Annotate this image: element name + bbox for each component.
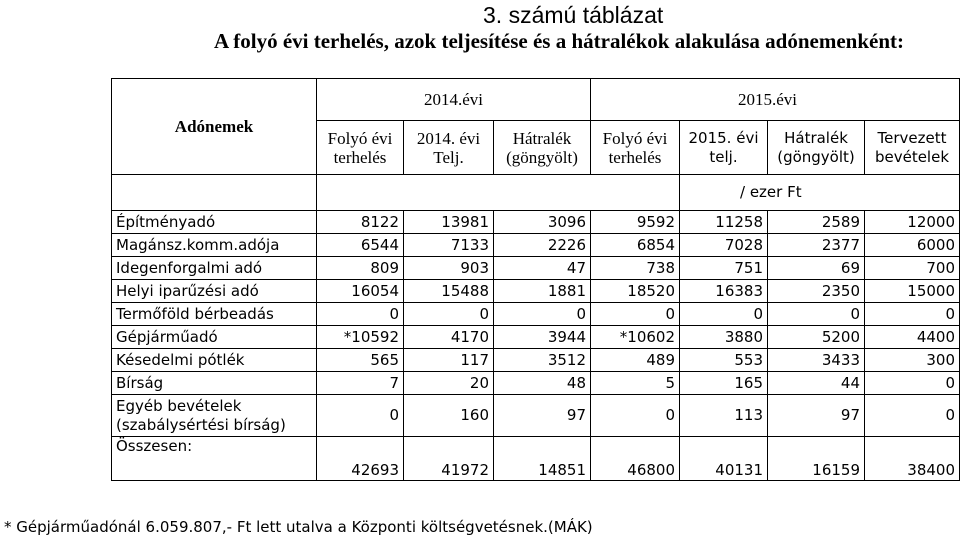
table-cell: 0	[317, 303, 404, 326]
table-cell: 809	[317, 257, 404, 280]
column-header: Folyó évi terhelés	[591, 121, 680, 175]
table-cell: 7	[317, 372, 404, 395]
table-cell: 8122	[317, 211, 404, 234]
table-cell: 2226	[494, 234, 591, 257]
row-header-cell: Adónemek	[112, 79, 317, 175]
column-header: Hátralék (göngyölt)	[768, 121, 865, 175]
table-row	[112, 257, 960, 280]
table-cell: *10592	[317, 326, 404, 349]
table-cell: 47	[494, 257, 591, 280]
table-cell: 16054	[317, 280, 404, 303]
year-header-row	[112, 79, 960, 121]
table-cell: 2589	[768, 211, 865, 234]
table-cell: 0	[591, 303, 680, 326]
table-cell: 6544	[317, 234, 404, 257]
table-cell: 0	[680, 303, 768, 326]
unit-row	[112, 175, 960, 211]
row-label: Idegenforgalmi adó	[112, 257, 317, 280]
table-cell: 5	[591, 372, 680, 395]
row-label: Építményadó	[112, 211, 317, 234]
total-cell: 46800	[591, 437, 680, 481]
table-cell: 160	[404, 395, 494, 437]
table-cell: 69	[768, 257, 865, 280]
total-cell: 41972	[404, 437, 494, 481]
column-header: 2015. évi telj.	[680, 121, 768, 175]
table-cell: 4170	[404, 326, 494, 349]
table-cell: 700	[865, 257, 960, 280]
total-cell: 14851	[494, 437, 591, 481]
table-cell: 3433	[768, 349, 865, 372]
row-label: Késedelmi pótlék	[112, 349, 317, 372]
table-row	[112, 211, 960, 234]
table-row	[112, 395, 960, 437]
table-cell: 0	[865, 303, 960, 326]
table-cell: 165	[680, 372, 768, 395]
table-row	[112, 303, 960, 326]
table-cell: *10602	[591, 326, 680, 349]
column-header: Hátralék (göngyölt)	[494, 121, 591, 175]
table-cell: 0	[494, 303, 591, 326]
total-row	[112, 437, 960, 481]
table-cell: 9592	[591, 211, 680, 234]
table-cell: 20	[404, 372, 494, 395]
footnote: * Gépjárműadónál 6.059.807,- Ft lett utalva a Központi költségvetésnek.(MÁK)	[4, 518, 593, 536]
table-cell: 4400	[865, 326, 960, 349]
table-cell: 3880	[680, 326, 768, 349]
year2-header: 2015.évi	[591, 79, 960, 121]
table-cell: 0	[865, 372, 960, 395]
table-cell: 0	[404, 303, 494, 326]
table-row	[112, 349, 960, 372]
table-cell: 2350	[768, 280, 865, 303]
row-label: Helyi iparűzési adó	[112, 280, 317, 303]
table-cell: 97	[494, 395, 591, 437]
table-cell: 565	[317, 349, 404, 372]
table-cell: 553	[680, 349, 768, 372]
table-cell: 48	[494, 372, 591, 395]
table-cell: 300	[865, 349, 960, 372]
table-cell: 15488	[404, 280, 494, 303]
total-cell: 38400	[865, 437, 960, 481]
table-cell: 0	[768, 303, 865, 326]
table-cell: 3096	[494, 211, 591, 234]
table-cell: 113	[680, 395, 768, 437]
table-row	[112, 280, 960, 303]
table-row	[112, 372, 960, 395]
table-cell: 117	[404, 349, 494, 372]
table-cell: 7133	[404, 234, 494, 257]
table-main-title: A folyó évi terhelés, azok teljesítése és a hátralékok alakulása adónemenként:	[214, 29, 905, 53]
tax-table	[111, 78, 960, 481]
table-cell: 16383	[680, 280, 768, 303]
total-cell: 16159	[768, 437, 865, 481]
table-cell: 2377	[768, 234, 865, 257]
table-cell: 1881	[494, 280, 591, 303]
table-cell: 751	[680, 257, 768, 280]
table-cell: 5200	[768, 326, 865, 349]
row-label: Termőföld bérbeadás	[112, 303, 317, 326]
table-row	[112, 234, 960, 257]
row-label: Bírság	[112, 372, 317, 395]
total-label: Összesen:	[112, 437, 317, 481]
table-cell: 44	[768, 372, 865, 395]
table-cell: 0	[317, 395, 404, 437]
table-row	[112, 326, 960, 349]
table-cell: 6000	[865, 234, 960, 257]
table-cell: 489	[591, 349, 680, 372]
row-label: Gépjárműadó	[112, 326, 317, 349]
column-header: Folyó évi terhelés	[317, 121, 404, 175]
table-cell: 738	[591, 257, 680, 280]
table-cell: 15000	[865, 280, 960, 303]
row-label: Egyéb bevételek (szabálysértési bírság)	[112, 395, 317, 437]
unit-label: / ezer Ft	[680, 175, 960, 211]
table-cell: 13981	[404, 211, 494, 234]
table-cell: 7028	[680, 234, 768, 257]
total-cell: 40131	[680, 437, 768, 481]
table-cell: 903	[404, 257, 494, 280]
table-cell: 11258	[680, 211, 768, 234]
column-header: Tervezett bevételek	[865, 121, 960, 175]
table-cell: 3512	[494, 349, 591, 372]
column-header: 2014. évi Telj.	[404, 121, 494, 175]
table-cell: 0	[865, 395, 960, 437]
table-cell: 3944	[494, 326, 591, 349]
year1-header: 2014.évi	[317, 79, 591, 121]
row-label: Magánsz.komm.adója	[112, 234, 317, 257]
total-cell: 42693	[317, 437, 404, 481]
table-cell: 18520	[591, 280, 680, 303]
table-cell: 12000	[865, 211, 960, 234]
table-cell: 97	[768, 395, 865, 437]
table-cell: 6854	[591, 234, 680, 257]
table-cell: 0	[591, 395, 680, 437]
table-number-title: 3. számú táblázat	[483, 2, 664, 28]
